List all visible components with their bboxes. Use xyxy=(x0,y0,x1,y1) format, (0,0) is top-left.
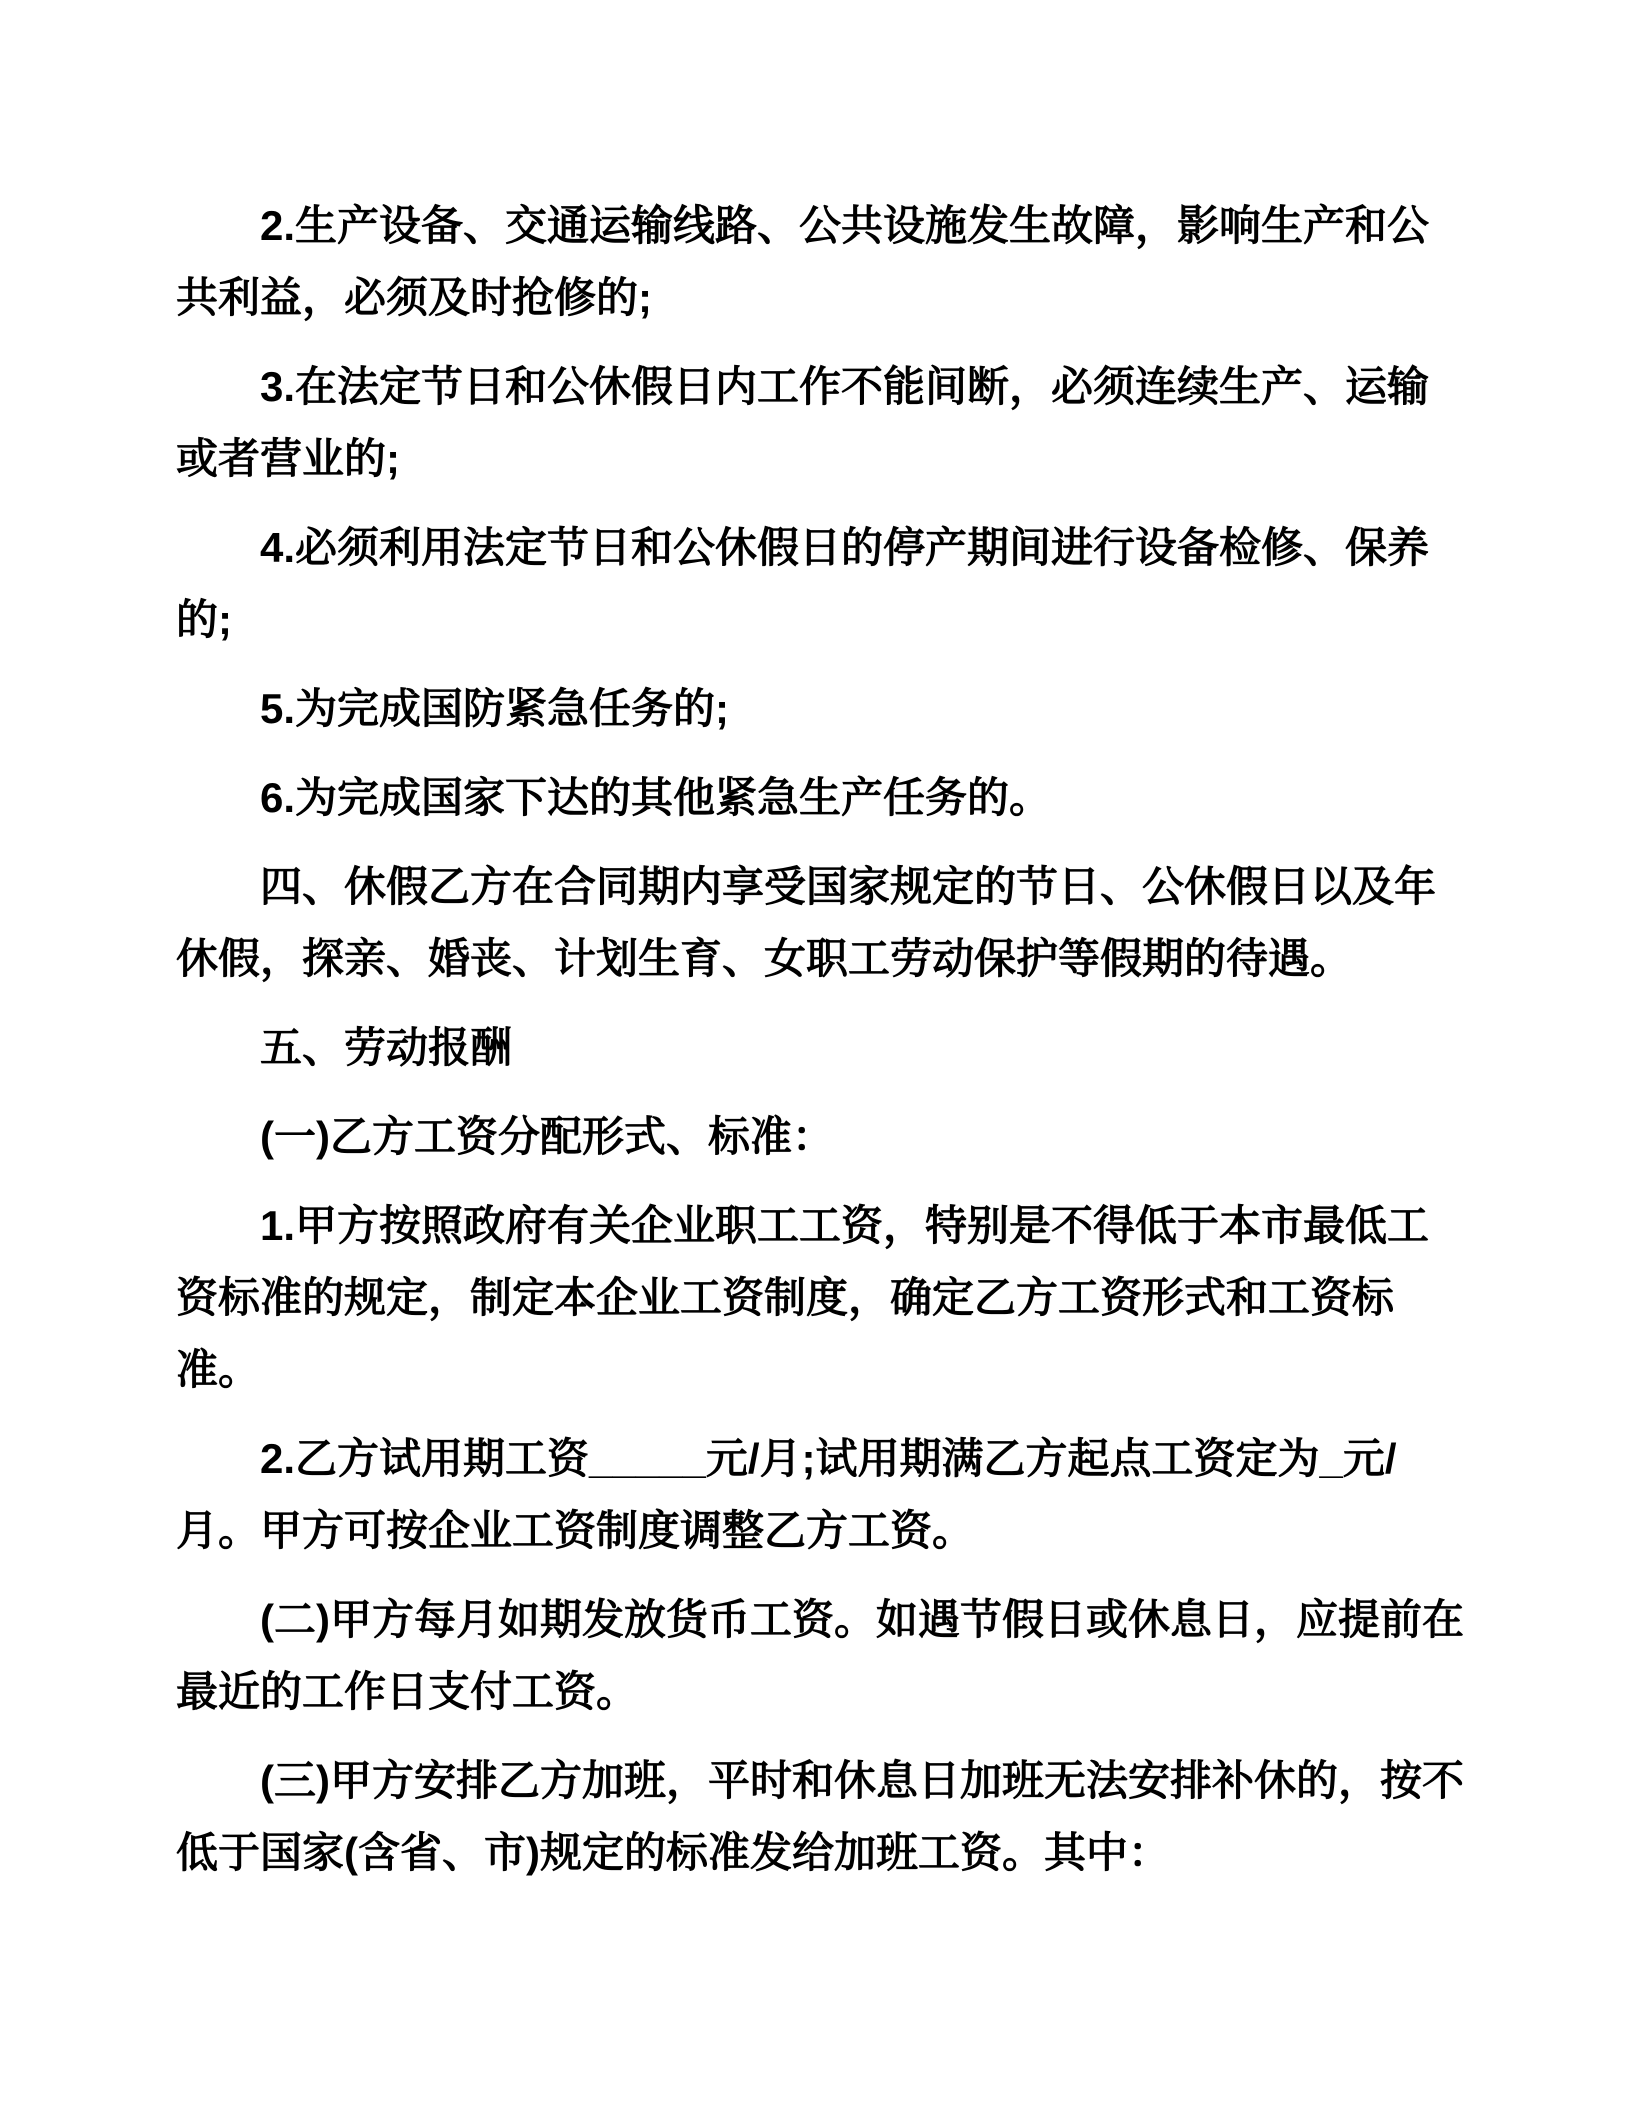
paragraph-overtime-clause-6: 6.为完成国家下达的其他紧急生产任务的。 xyxy=(260,774,1052,821)
paragraph-overtime-clause-2: 2.生产设备、交通运输线路、公共设施发生故障，影响生产和公共利益，必须及时抢修的; xyxy=(176,202,1430,321)
paragraph-wage-standard-1: 1.甲方按照政府有关企业职工工资，特别是不得低于本市最低工资标准的规定，制定本企业工资制度，确定乙方工资形式和工资标准。 xyxy=(176,1202,1430,1393)
paragraph-section-4-vacation: 四、休假乙方在合同期内享受国家规定的节日、公休假日以及年休假，探亲、婚丧、计划生育、女职工劳动保护等假期的待遇。 xyxy=(176,863,1437,982)
paragraph-overtime-clause-4: 4.必须利用法定节日和公休假日的停产期间进行设备检修、保养的; xyxy=(176,524,1430,643)
paragraph-wage-payment: (二)甲方每月如期发放货币工资。如遇节假日或休息日，应提前在最近的工作日支付工资。 xyxy=(176,1596,1464,1715)
document-body xyxy=(176,190,1466,1889)
paragraph-overtime-clause-5: 5.为完成国防紧急任务的; xyxy=(260,685,730,732)
paragraph-wage-form-heading: (一)乙方工资分配形式、标准： xyxy=(260,1113,834,1160)
paragraph-section-5-heading: 五、劳动报酬 xyxy=(260,1024,513,1071)
paragraph-overtime-pay: (三)甲方安排乙方加班，平时和休息日加班无法安排补休的，按不低于国家(含省、市)规定的标准发给加班工资。其中： xyxy=(176,1757,1464,1876)
paragraph-wage-standard-2: 2.乙方试用期工资_____元/月;试用期满乙方起点工资定为_元/月。甲方可按企业工资制度调整乙方工资。 xyxy=(176,1435,1397,1554)
paragraph-overtime-clause-3: 3.在法定节日和公休假日内工作不能间断，必须连续生产、运输或者营业的; xyxy=(176,363,1430,482)
